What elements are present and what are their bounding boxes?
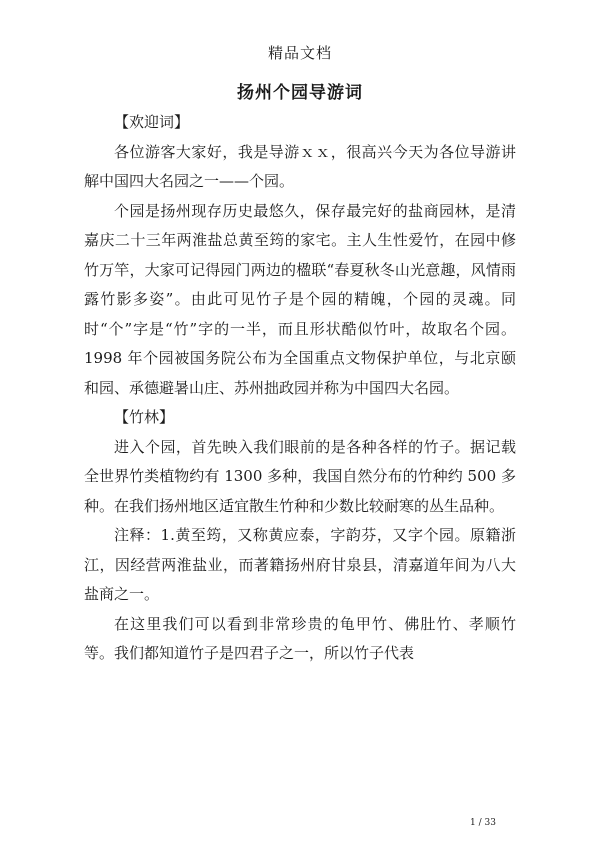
- paragraph: 注释：1.黄至筠，又称黄应泰，字韵芬，又字个园。原籍浙江，因经营两淮盐业，而著籍扬州府甘泉县，清嘉道年间为八大盐商之一。: [84, 526, 516, 603]
- section-heading-bamboo: 【竹林】: [114, 408, 175, 426]
- paragraph: 在这里我们可以看到非常珍贵的龟甲竹、佛肚竹、孝顺竹等。我们都知道竹子是四君子之一，所以竹子代表: [84, 614, 516, 662]
- paragraph: 个园是扬州现存历史最悠久，保存最完好的盐商园林，是清嘉庆二十三年两淮盐总黄至筠的家宅。主人生性爱竹，在园中修竹万竿，大家可记得园门两边的楹联“春夏秋冬山光意趣，风情雨露竹影多姿”。由此可见竹子是个园的精魄，个园的灵魂。同时“个”字是“竹”字的一半，而且形状酷似竹叶，故取名个园。1998 年个园被国务院公布为全国重点文物保护单位，与北京颐和园、承德避暑山庄、苏州拙政园并称为中国四大名园。: [84, 201, 516, 397]
- paragraph: 进入个园，首先映入我们眼前的是各种各样的竹子。据记载全世界竹类植物约有 1300 多种，我国自然分布的竹种约 500 多种。在我们扬州地区适宜散生竹种和少数比较耐寒的丛生品种。: [84, 437, 516, 515]
- section-heading-welcome: 【欢迎词】: [114, 113, 190, 131]
- page-number: 1 / 33: [470, 818, 496, 828]
- header-label: 精品文档: [267, 44, 332, 62]
- document-body: [84, 108, 516, 669]
- paragraph: 各位游客大家好，我是导游ｘｘ，很高兴今天为各位导游讲解中国四大名园之一——个园。: [84, 142, 516, 190]
- document-title: 扬州个园导游词: [237, 83, 363, 103]
